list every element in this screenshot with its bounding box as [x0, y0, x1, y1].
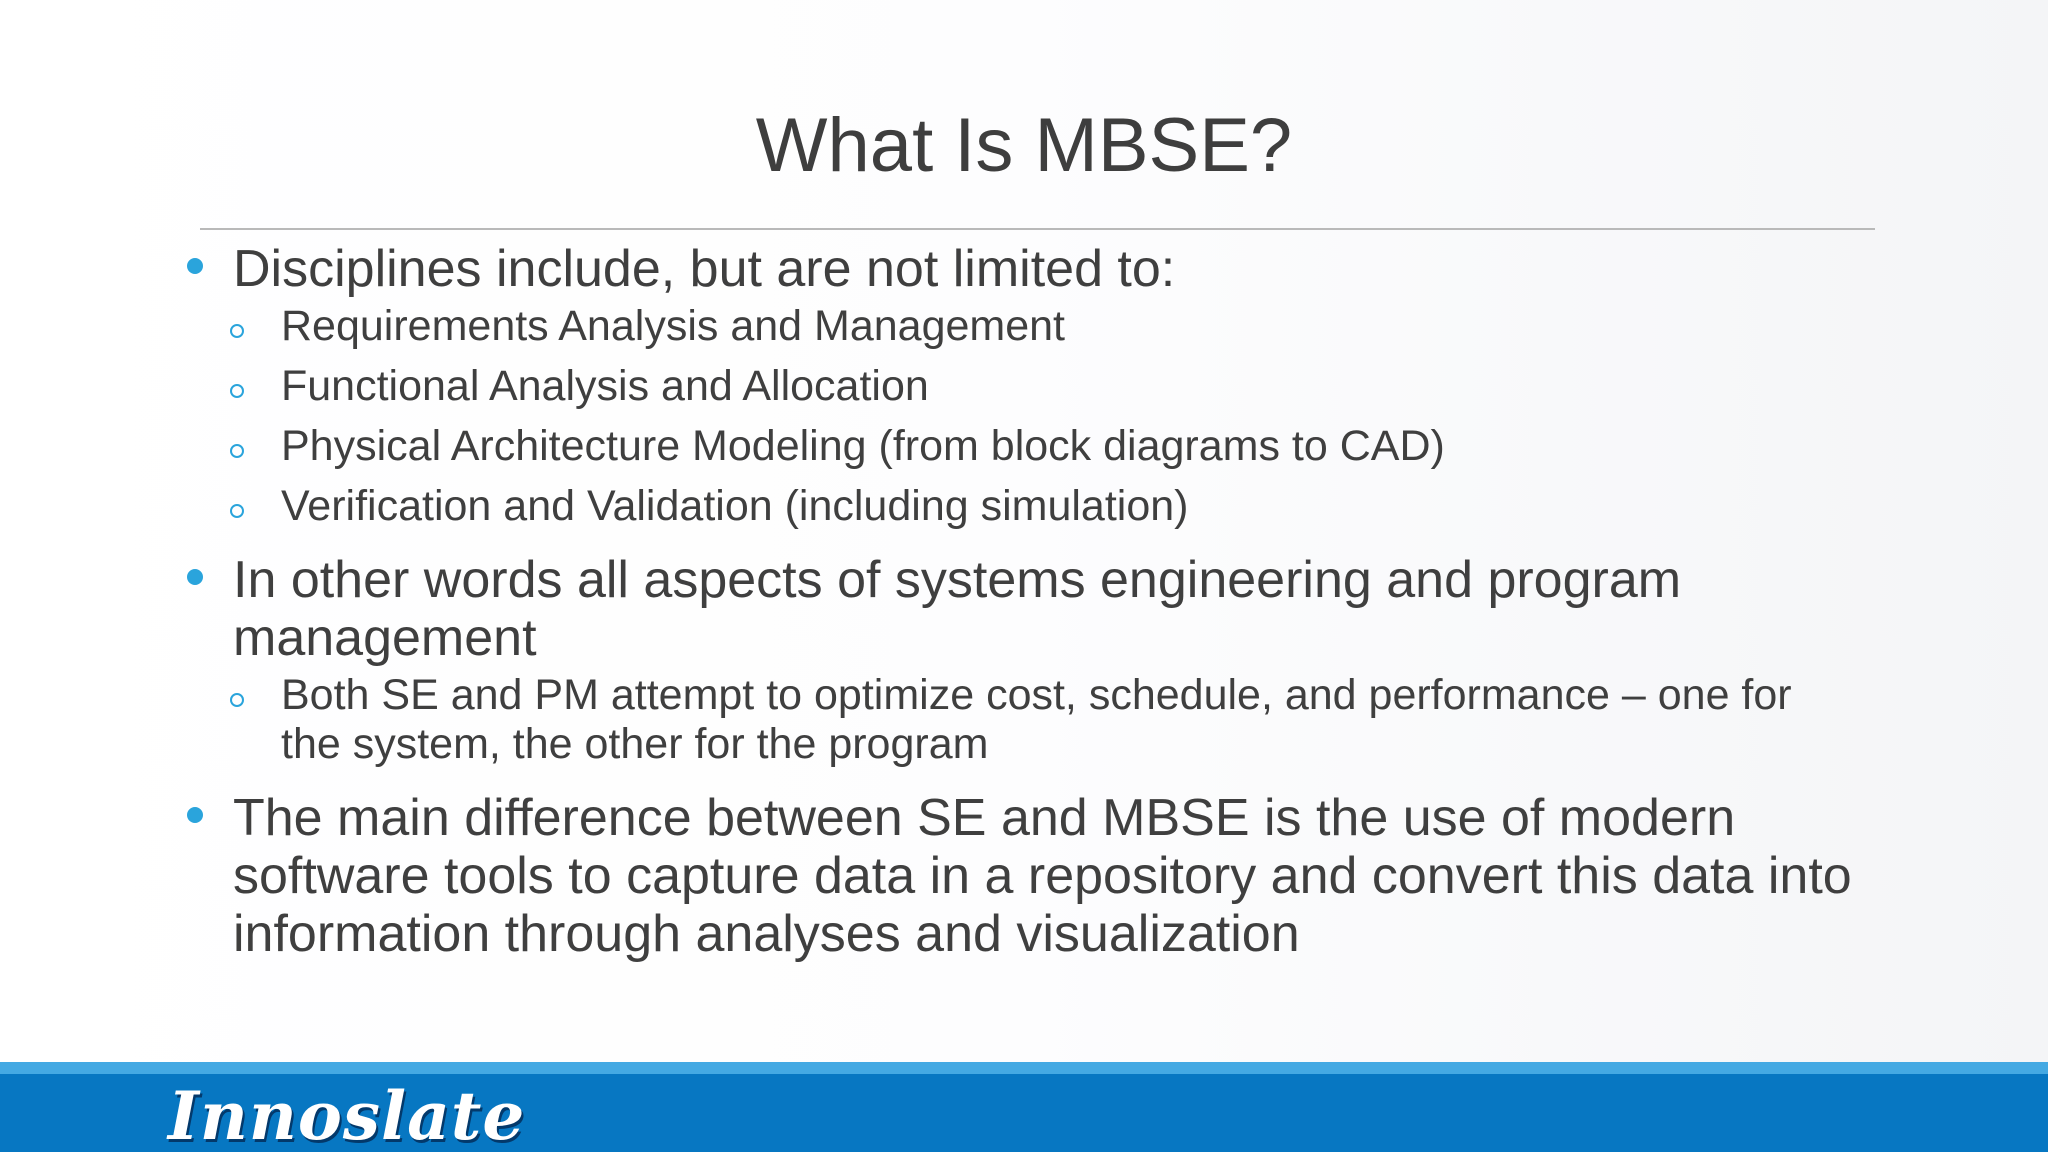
- bullet-dot-icon: [187, 807, 203, 823]
- bullet-dot-icon: [187, 569, 203, 585]
- bullet-ring-icon: [230, 384, 244, 398]
- sub-bullet-list: [183, 302, 1863, 531]
- sub-bullet-text: Both SE and PM attempt to optimize cost, schedule, and performance – one for the system, the other for the program: [281, 671, 1792, 768]
- slide-title: What Is MBSE?: [755, 103, 1293, 188]
- bullet-dot-icon: [187, 258, 203, 274]
- bullet-text: Disciplines include, but are not limited to:: [233, 240, 1176, 298]
- bullet-ring-icon: [230, 504, 244, 518]
- innoslate-logo: Innoslate: [168, 1077, 526, 1152]
- bullet-text: In other words all aspects of systems engineering and program management: [233, 551, 1682, 667]
- bullet-item: [183, 789, 1863, 963]
- title-divider: [200, 228, 1875, 230]
- sub-bullet-item: [183, 671, 1863, 769]
- sub-bullet-text: Physical Architecture Modeling (from block diagrams to CAD): [281, 422, 1445, 470]
- bullet-ring-icon: [230, 444, 244, 458]
- sub-bullet-item: [183, 422, 1863, 471]
- sub-bullet-text: Functional Analysis and Allocation: [281, 362, 929, 410]
- footer-stripe: [0, 1062, 2048, 1074]
- sub-bullet-text: Requirements Analysis and Management: [281, 302, 1065, 350]
- sub-bullet-list: [183, 671, 1863, 769]
- sub-bullet-text: Verification and Validation (including simulation): [281, 482, 1189, 530]
- sub-bullet-item: [183, 362, 1863, 411]
- bullet-ring-icon: [230, 693, 244, 707]
- slide-content: [183, 240, 1863, 963]
- sub-bullet-item: [183, 302, 1863, 351]
- footer-bar: [0, 1062, 2048, 1152]
- bullet-item: [183, 240, 1863, 298]
- bullet-ring-icon: [230, 324, 244, 338]
- sub-bullet-item: [183, 482, 1863, 531]
- bullet-item: [183, 551, 1863, 667]
- bullet-text: The main difference between SE and MBSE is the use of modern software tools to capture data in a repository and convert this data into information through analyses and visualization: [233, 789, 1852, 963]
